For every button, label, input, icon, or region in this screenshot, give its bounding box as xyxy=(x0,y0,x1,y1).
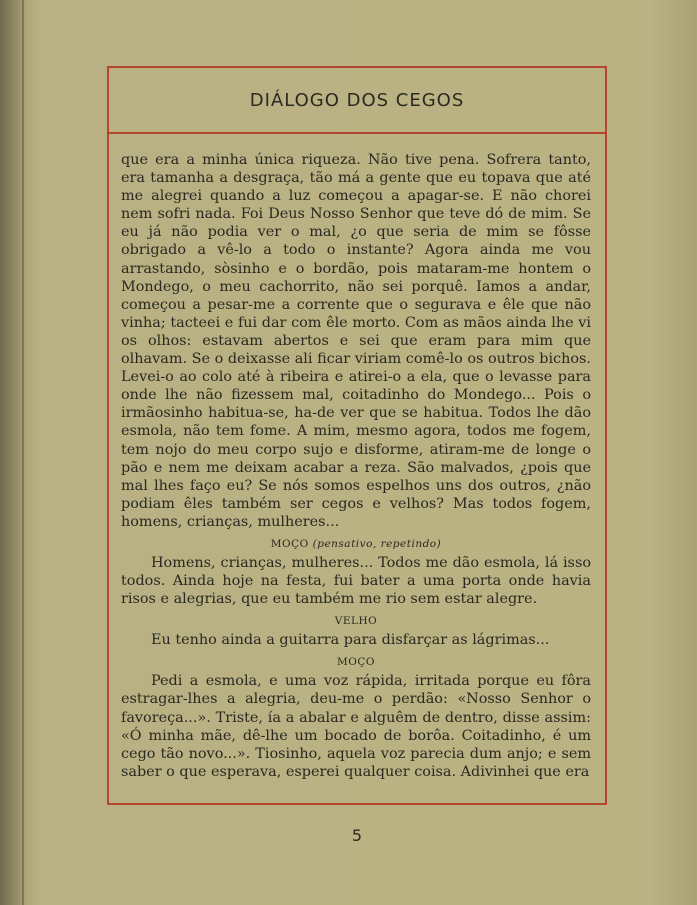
running-title: DIÁLOGO DOS CEGOS xyxy=(249,90,465,111)
speaker-heading xyxy=(121,536,591,552)
speaker-name: MOÇO xyxy=(336,656,375,669)
book-spine xyxy=(22,0,24,905)
page-number: 5 xyxy=(351,826,363,845)
body-paragraph: Pedi a esmola, e uma voz rápida, irritada porque eu fôra estragar-lhes a alegria, deu-me o perdão: «Nosso Senhor o favoreça...». Triste, ía a abalar e alguêm de dentro, disse assim: «Ó minha mãe, dê-lhe um bocado de borôa. Coitadinho, é um cego tão novo...». Tiosinho, aquela voz parecia dum anjo; e sem saber o que esperava, esperei qualquer coisa. Adivinhei que era xyxy=(121,673,591,780)
speaker-heading xyxy=(121,613,591,629)
body-paragraph: que era a minha única riqueza. Não tive pena. Sofrera tanto, era tamanha a desgraça, tão má a gente que eu topava que até me alegrei quando a luz começou a apagar-se. E não chorei nem sofri nada. Foi Deus Nosso Senhor que teve dó de mim. Se eu já não podia ver o mal, ¿o que seria de mim se fôsse obrigado a vê-lo a todo o instante? Agora ainda me vou arrastando, sòsinho e o bordão, pois mataram-me hontem o Mondego, o meu cachorrito, não sei porquê. Iamos a andar, começou a pesar-me a corrente que o segurava e êle que não vinha; tacteei e fui dar com êle morto. Com as mãos ainda lhe vi os olhos: estavam abertos e sei que eram para mim que olhavam. Se o deixasse ali ficar viriam comê-lo os outros bichos. Levei-o ao colo até à ribeira e atirei-o a ela, que o levasse para onde lhe não fizessem mal, coitadinho do Mondego... Pois o irmãosinho habitua-se, ha-de ver que se habitua. Todos lhe dão esmola, não tem fome. A mim, mesmo agora, todos me fogem, tem nojo do meu corpo sujo e disforme, atiram-me de longe o pão e nem me deixam acabar a reza. São malvados, ¿pois que mal lhes faço eu? Se nós somos espelhos uns dos outros, ¿não podiam êles também ser cegos e velhos? Mas todos fogem, homens, crianças, mulheres... xyxy=(121,152,591,530)
page-body-text xyxy=(121,151,591,781)
body-paragraph: Homens, crianças, mulheres... Todos me dão esmola, lá isso todos. Ainda hoje na festa, fui bater a uma porta onde havia risos e alegrias, que eu também me rio sem estar alegre. xyxy=(121,554,591,608)
stage-direction: (pensativo, repetindo) xyxy=(312,537,442,550)
header-divider-rule xyxy=(107,132,607,134)
body-paragraph: Eu tenho ainda a guitarra para disfarçar as lágrimas... xyxy=(151,632,550,649)
speaker-name: VELHO xyxy=(334,615,378,628)
speaker-name: MOÇO xyxy=(270,537,309,550)
speaker-heading xyxy=(121,654,591,670)
